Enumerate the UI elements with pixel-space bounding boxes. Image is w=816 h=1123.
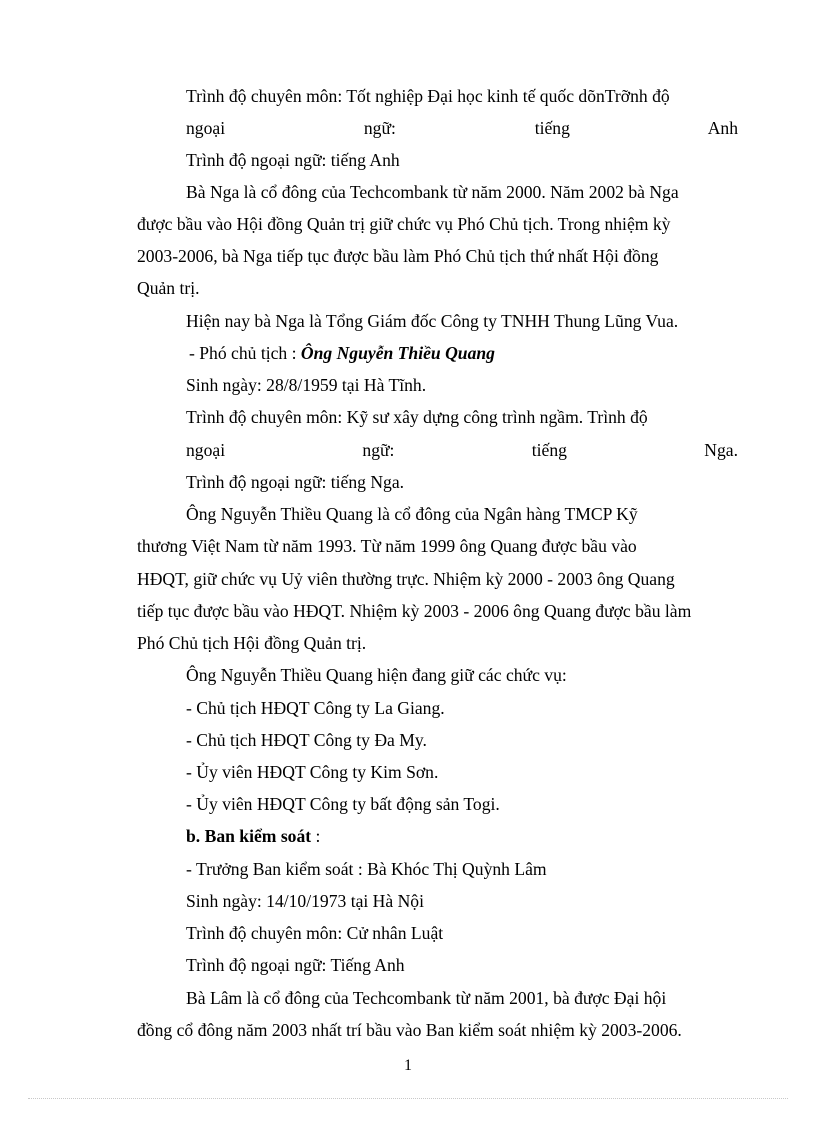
text-line: thương Việt Nam từ năm 1993. Từ năm 1999 ông Quang được bầu vào [137, 536, 637, 556]
text-line: Trình độ ngoại ngữ: tiếng Nga. [186, 472, 405, 492]
text-line: Trình độ chuyên môn: Kỹ sư xây dựng công trình ngầm. Trình độ [186, 407, 648, 427]
text-line: tiếp tục được bầu vào HĐQT. Nhiệm kỳ 2003 - 2006 ông Quang được bầu làm [137, 601, 692, 621]
text-line: Phó Chủ tịch Hội đồng Quản trị. [137, 633, 367, 653]
section-heading [186, 820, 738, 852]
list-item: - Ủy viên HĐQT Công ty bất động sản Togi. [186, 794, 500, 814]
text-line: 2003-2006, bà Nga tiếp tục được bầu làm Phó Chủ tịch thứ nhất Hội đồng [137, 246, 659, 266]
text-line: Trình độ chuyên môn: Cử nhân Luật [186, 923, 444, 943]
text-line: Trình độ chuyên môn: Tốt nghiệp Đại học kinh tế quốc dõnTrỡnh độ [186, 86, 670, 106]
vice-chair-name: Ông Nguyễn Thiều Quang [300, 343, 495, 363]
section-heading-suffix: : [311, 826, 321, 846]
text-line: đồng cổ đông năm 2003 nhất trí bầu vào Ban kiểm soát nhiệm kỳ 2003-2006. [137, 1020, 682, 1040]
text-line: - Trưởng Ban kiểm soát : Bà Khóc Thị Quỳnh Lâm [186, 859, 547, 879]
text-line: Sinh ngày: 14/10/1973 tại Hà Nội [186, 891, 424, 911]
vice-chair-heading [189, 337, 790, 369]
text-line: Ông Nguyễn Thiều Quang hiện đang giữ các chức vụ: [186, 665, 567, 685]
text-line: ngoại ngữ: tiếng Nga. [186, 440, 738, 460]
list-item: - Chủ tịch HĐQT Công ty Đa My. [186, 730, 427, 750]
list-item: - Chủ tịch HĐQT Công ty La Giang. [186, 698, 445, 718]
text-line: Trình độ ngoại ngữ: Tiếng Anh [186, 955, 405, 975]
list-item: - Ủy viên HĐQT Công ty Kim Sơn. [186, 762, 439, 782]
text-line: Quản trị. [137, 278, 200, 298]
page-number: 1 [404, 1057, 412, 1074]
text-line: Ông Nguyễn Thiều Quang là cổ đông của Ngân hàng TMCP Kỹ [186, 504, 638, 524]
text-line: ngoại ngữ: tiếng Anh [186, 118, 738, 138]
text-line: Sinh ngày: 28/8/1959 tại Hà Tĩnh. [186, 375, 427, 395]
text-line: Trình độ ngoại ngữ: tiếng Anh [186, 150, 400, 170]
text-line: được bầu vào Hội đồng Quản trị giữ chức vụ Phó Chủ tịch. Trong nhiệm kỳ [137, 214, 671, 234]
text-line: HĐQT, giữ chức vụ Uỷ viên thường trực. Nhiệm kỳ 2000 - 2003 ông Quang [137, 569, 675, 589]
text-line: Bà Lâm là cổ đông của Techcombank từ năm 2001, bà được Đại hội [186, 988, 667, 1008]
text-line: Hiện nay bà Nga là Tổng Giám đốc Công ty TNHH Thung Lũng Vua. [186, 311, 679, 331]
section-heading-text: b. Ban kiểm soát [186, 826, 312, 846]
vice-chair-prefix: - Phó chủ tịch : [189, 343, 301, 363]
text-line: Bà Nga là cổ đông của Techcombank từ năm 2000. Năm 2002 bà Nga [186, 182, 679, 202]
footer-divider [28, 1098, 788, 1099]
